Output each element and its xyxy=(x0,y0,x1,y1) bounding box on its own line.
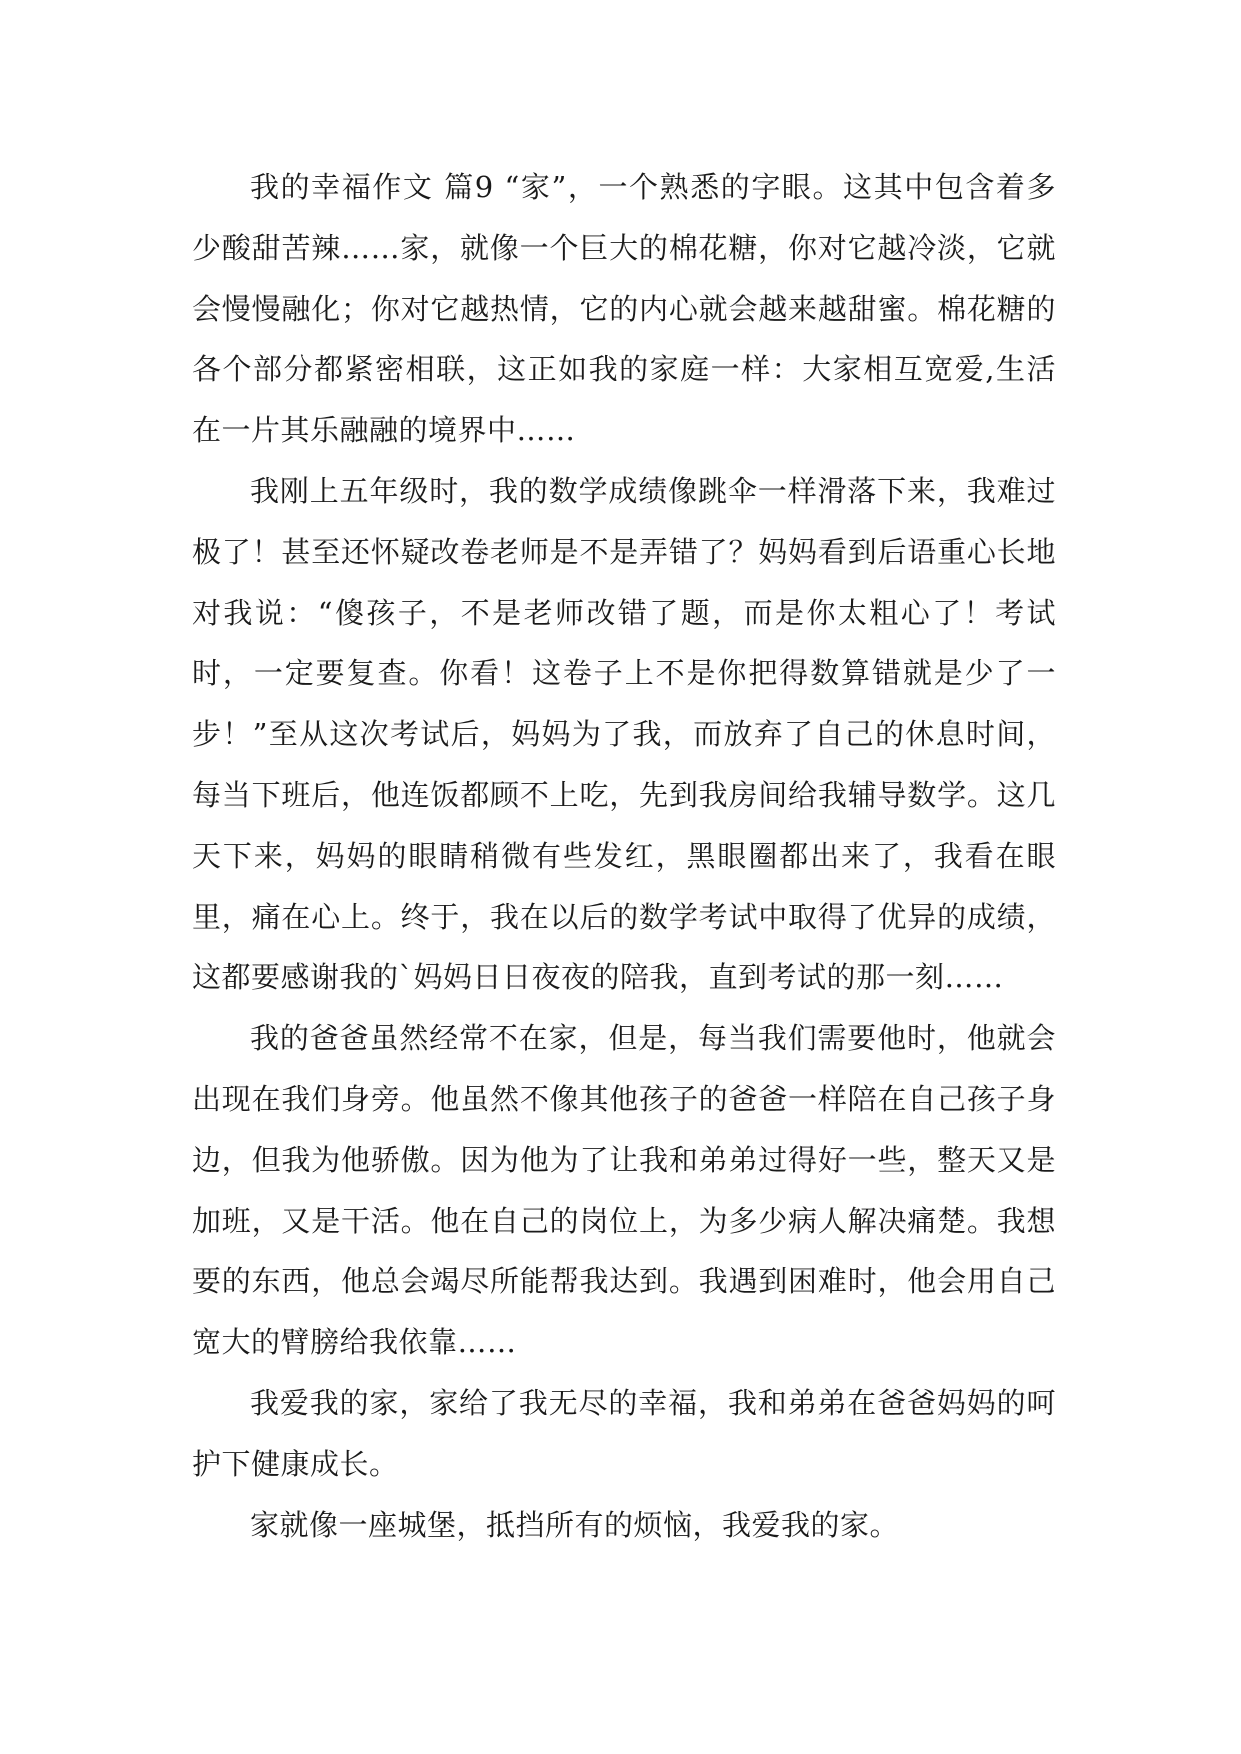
paragraph-love-home: 我爱我的家，家给了我无尽的幸福，我和弟弟在爸爸妈妈的呵护下健康成长。 xyxy=(192,1385,1056,1481)
paragraph-father: 我的爸爸虽然经常不在家，但是，每当我们需要他时，他就会出现在我们身旁。他虽然不像其他孩子的爸爸一样陪在自己孩子身边，但我为他骄傲。因为他为了让我和弟弟过得好一些，整天又是加班，又是干活。他在自己的岗位上，为多少病人解决痛楚。我想要的东西，他总会竭尽所能帮我达到。我遇到困难时，他会用自己宽大的臂膀给我依靠…… xyxy=(192,1021,1056,1360)
document-body xyxy=(192,157,1056,1555)
paragraph-conclusion: 家就像一座城堡，抵挡所有的烦恼，我爱我的家。 xyxy=(250,1507,900,1542)
paragraph-intro: 我的幸福作文 篇9 “家”，一个熟悉的字眼。这其中包含着多少酸甜苦辣……家，就像一个巨大的棉花糖，你对它越冷淡，它就会慢慢融化；你对它越热情，它的内心就会越来越甜蜜。棉花糖的各个部分都紧密相联，这正如我的家庭一样：大家相互宽爱,生活在一片其乐融融的境界中…… xyxy=(192,170,1056,448)
paragraph-mother: 我刚上五年级时，我的数学成绩像跳伞一样滑落下来，我难过极了！甚至还怀疑改卷老师是不是弄错了？妈妈看到后语重心长地对我说：“傻孩子，不是老师改错了题，而是你太粗心了！考试时，一定要复查。你看！这卷子上不是你把得数算错就是少了一步！”至从这次考试后，妈妈为了我，而放弃了自己的休息时间，每当下班后，他连饭都顾不上吃，先到我房间给我辅导数学。这几天下来，妈妈的眼睛稍微有些发红，黑眼圈都出来了，我看在眼里，痛在心上。终于，我在以后的数学考试中取得了优异的成绩，这都要感谢我的`妈妈日日夜夜的陪我，直到考试的那一刻…… xyxy=(192,473,1056,995)
